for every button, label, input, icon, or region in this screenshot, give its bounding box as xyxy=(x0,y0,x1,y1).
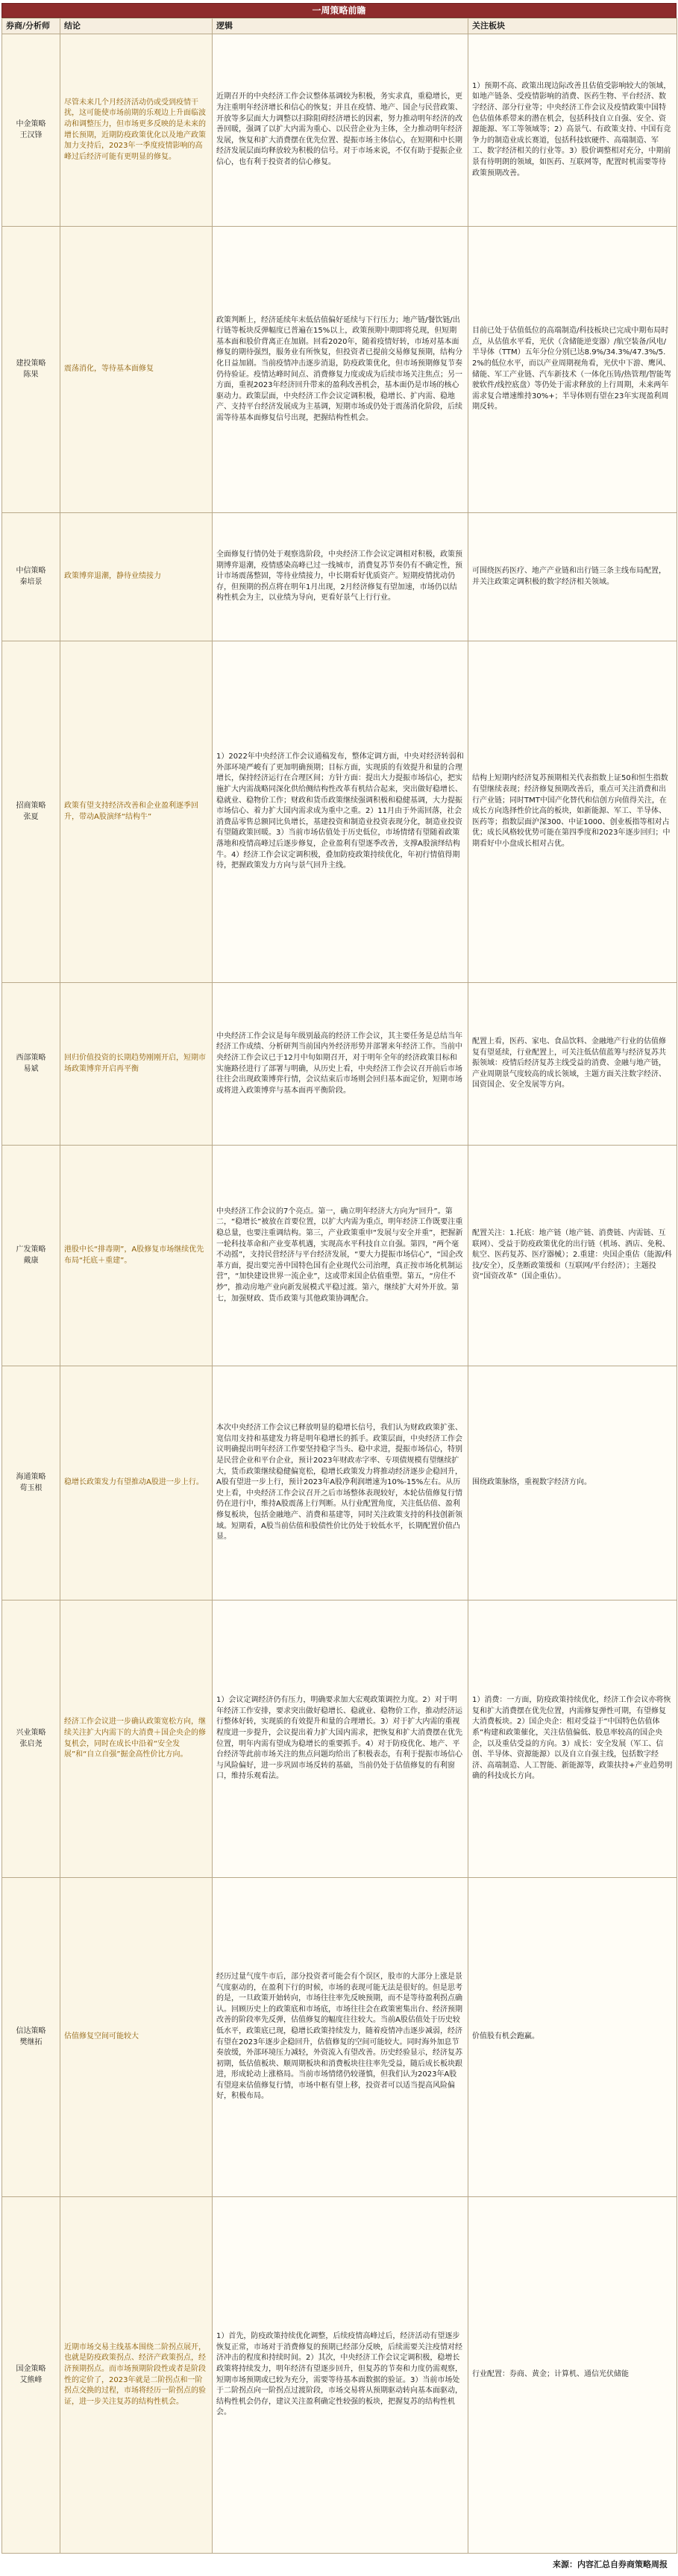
logic-cell xyxy=(213,2197,468,2554)
conclusion-cell xyxy=(60,1600,213,1878)
focus-cell xyxy=(468,513,677,641)
focus-text: 目前已处于估值低位的高端制造/科技板块已完成中期布局时点，从估值水平看，光伏（含储能逆变器）/航空装备/风电/半导体（TTM）五年分位分别已达8.9%/34.3%/47.3%/5.2%的低位水平，而以产业周期视角看，光伏中下游、鹰风、储能、军工产业链、汽车新技术（一体化压铸/热管理/智能驾驶软件/线控底盘）等仍处于需求释放的上行周期，未来两年需求复合增速维持30%+；半导体则有望在23年实现盈利周期反转。 xyxy=(472,327,671,412)
team-name: 国金策略 xyxy=(16,2364,46,2373)
logic-text: 1）首先，防疫政策持续优化调整，后续疫情高峰过后，经济活动有望逐步恢复正常，市场对于消费修复的预期已经部分反映，后续需要关注疫情对经济冲击的程度和持续时间。2）其次，中央经济工作会议定调积极，稳增长政策将持续发力，明年经济有望逐步回升，但复苏的节奏和力度仍需观察，短期市场预期或已较为充分，需要等待基本面数据的验证。3）当前市场处于二阶拐点向一阶拐点过渡阶段，市场交易将从预期驱动转向基本面驱动，结构性机会仍存，建议关注盈利确定性较强的板块，把握复苏的结构性机会。 xyxy=(216,2332,462,2417)
logic-text: 全面修复行情仍处于观察选阶段，中央经济工作会议定调相对积极，政策预期博弈退潮，疫情感染高峰已过一线城市，消费复苏节奏仍有不确定性，预计市场震荡整固，等待业绩接力，中长期看好优质资产。短期疫情扰动仍存，但预期的拐点将在明年1月出现，2月经济修复有望加速，市场仍以结构性机会为主，以业绩为导向，更看好景气上行行业。 xyxy=(216,550,462,603)
conclusion-cell xyxy=(60,1146,213,1366)
header-logic: 逻辑 xyxy=(213,19,468,34)
team-name: 兴业策略 xyxy=(16,1728,46,1737)
header-team: 券商/分析师 xyxy=(2,19,60,34)
logic-cell xyxy=(213,641,468,983)
table-row xyxy=(2,34,677,227)
team-name: 建投策略 xyxy=(16,359,46,368)
analyst-name: 樊继拓 xyxy=(19,2038,43,2046)
logic-cell xyxy=(213,1878,468,2197)
table-header-row xyxy=(2,19,677,34)
focus-text: 结构上短期内经济复苏预期相关代表指数上证50和恒生指数有望继续表现；经济修复预期改善后，重点可关注消费和出行产业链；同时TMT中国产化替代和信创方向值得关注，在成长方向选择性价比高的板块，如新能源、军工、半导体、医药等；指数层面沪深300、中证1000、创业板指等相对占优；成长风格较优势可能在第四季度和2023年逐步回归；中期看好中小盘成长相对占优。 xyxy=(472,774,671,848)
conclusion-cell xyxy=(60,1366,213,1600)
team-cell xyxy=(2,513,60,641)
table-row xyxy=(2,2197,677,2554)
logic-cell xyxy=(213,1600,468,1878)
team-name: 中信策略 xyxy=(16,566,46,575)
focus-text: 行业配置：券商、黄金；计算机、通信光伏储能 xyxy=(472,2370,629,2379)
logic-cell xyxy=(213,1146,468,1366)
conclusion-cell xyxy=(60,2197,213,2554)
logic-cell xyxy=(213,513,468,641)
conclusion-text: 稳增长政策发力有望推动A股进一步上行。 xyxy=(64,1478,204,1487)
logic-text: 政策判断上，经济延续年末低估值偏好延续与下行压力；地产链/餐饮链/出行链等板块反弹幅度已普遍在15%以上，政策预期中期即将兑现，但短期基本面和股价背离正在加剧。回看2020年，随着疫情好转，市场对基本面修复的期待强烈，服务业有所恢复，但投资者已提前交易修复预期，结构分化日益加剧。当前疫情冲击逐步消退，防疫政策优化，但市场预期修复节奏仍待验证。疫情达峰时间点、消费修复力度或成为后续市场关注焦点；另一方面，重视2023年经济回升带来的盈利改善机会，基本面仍是市场的核心驱动力。政策层面，中央经济工作会议定调积极，稳增长、扩内需、稳地产、支持平台经济发展成为主基调，短期市场或仍处于震荡消化阶段，后续需等待基本面修复信号出现，把握结构性机会。 xyxy=(216,315,462,422)
conclusion-cell xyxy=(60,983,213,1146)
focus-cell xyxy=(468,2197,677,2554)
source-note: 来源：内容汇总自券商策略周报 xyxy=(553,2560,668,2569)
team-name: 信达策略 xyxy=(16,2026,46,2035)
logic-text: 中央经济工作会议的7个亮点。第一，确立明年经济大方向为“回升”。第二，“稳增长”被放在首要位置，以扩大内需为重点，明年经济工作既要注重稳总量，也要注重调结构。第三，产业政策重申“发展与安全并重”，把握新一轮科技革命和产业变革机遇，实现高水平科技自立自强。第四，“两个毫不动摇”，支持民营经济与平台经济发展，“要大力提振市场信心”，“国企改革方面，提出要完善中国特色国有企业现代公司治理，真正按市场化机制运营”，“加快建设世界一流企业”，这或带来国企估值重塑。第五，“房住不炒”，推动房地产业向新发展模式平稳过渡。第六，继续扩大对外开放。第七，加强财政、货币政策与其他政策协调配合。 xyxy=(216,1207,463,1303)
conclusion-cell xyxy=(60,34,213,227)
analyst-name: 易斌 xyxy=(23,1064,39,1073)
team-name: 广发策略 xyxy=(16,1245,46,1254)
team-cell xyxy=(2,2197,60,2554)
team-name: 海通策略 xyxy=(16,1472,46,1481)
table-row xyxy=(2,1878,677,2197)
table-row xyxy=(2,1600,677,1878)
focus-text: 1）预期不高、政策出现边际改善且估值受影响较大的领域，如地产链条、受疫情影响的消费、医药生物、平台经济、数字经济、部分行业等；中央经济工作会议及疫情政策中国特色估值体系带来的潜在机会，包括科技自立自强、安全、资源能源、军工等领域等；2）高景气、有政策支持、中国有竞争力的制造业成长赛道，包括科技软硬件、高端制造、军工、数字经济相关的行业等。3）股价调整相对充分，中期前景有待明朗的领域，如医药、互联网等，配置时机需要等待政策预期改善。 xyxy=(472,81,671,178)
header-conclusion: 结论 xyxy=(60,19,213,34)
table-row xyxy=(2,641,677,983)
conclusion-text: 港股中长“排毒期”，A股修复市场继续优先布局“托底＋重建”。 xyxy=(64,1245,204,1265)
team-cell xyxy=(2,1878,60,2197)
conclusion-cell xyxy=(60,1878,213,2197)
focus-cell xyxy=(468,227,677,513)
focus-text: 可围绕医药医疗、地产产业链和出行链三条主线布局配置，并关注政策定调积极的数字经济相关领域。 xyxy=(472,566,666,586)
page-title: 一周策略前瞻 xyxy=(1,3,677,18)
team-cell xyxy=(2,983,60,1146)
strategy-table xyxy=(1,18,677,2554)
table-row xyxy=(2,1366,677,1600)
team-cell xyxy=(2,227,60,513)
conclusion-cell xyxy=(60,641,213,983)
focus-cell xyxy=(468,1600,677,1878)
logic-cell xyxy=(213,34,468,227)
focus-text: 配置关注：1.托底：地产链（地产链、消费链、内需链、互联网）、受益于防疫政策优化的出行链（机场、酒店、免税、航空、医药复苏、医疗器械）；2.重建：央国企重估（能源/科技/安全），反垄断政策缓和（互联网/平台经济）；主题投资“国资改革”（国企重估）。 xyxy=(472,1229,672,1281)
logic-cell xyxy=(213,983,468,1146)
conclusion-text: 近期市场交易主线基本围绕二阶拐点展开，也就是防疫政策拐点、经济产政策拐点，经济预期拐点。而市场预期阶段性或者是阶段性的定价了，2023年就是二阶拐点和一阶拐点交换的过程，市场将经历一阶拐点的验证，进一步关注复苏的结构性机会。 xyxy=(64,2343,206,2406)
logic-text: 1）2022年中央经济工作会议通稿发布，整体定调方面，中央对经济转弱和外部环境严峻有了更加明确预期；目标方面，实现质的有效提升和量的合理增长，保持经济运行在合理区间；方针方面：提出大力提振市场信心，把实施扩大内需战略同深化供给侧结构性改革有机结合起来，突出做好稳增长、稳就业、稳物价工作；财政和货币政策继续强调积极和稳健基调，大力提振市场信心、着力扩大国内需求成为重中之重。2）11月由于外需回落，社会消费品零售总额同比负增长，基建投资和制造业投资表现分化，制造业投资有望随政策回暖。3）当前市场估值处于历史低位，市场情绪有望随着政策落地和疫情高峰过后逐步修复，企业盈利有望逐季改善，支撑A股演绎结构牛。4）经济工作会议定调积极，叠加防疫政策持续优化，年初行情值得期待，把握政策发力方向与景气回升主线。 xyxy=(216,753,464,870)
focus-cell xyxy=(468,641,677,983)
logic-text: 中央经济工作会议是每年级别最高的经济工作会议，其主要任务是总结当年经济工作成绩、分析研判当前国内外经济形势并部署来年经济工作。当前中央经济工作会议已于12月中旬如期召开，对于明年全年的经济政策目标和实施路径进行了部署与明确，从历史上看，中央经济工作会议召开前后市场往往会出现政策博弈行情，会议结束后市场则会回归基本面定价，短期市场或将进入政策博弈与基本面再平衡阶段。 xyxy=(216,1031,462,1095)
conclusion-cell xyxy=(60,513,213,641)
focus-text: 配置上看，医药、家电、食品饮料、金融地产行业的估值修复有望延续，行业配置上，可关注低估值蓝筹与经济复苏共振领域：疫情后经济复苏主线受益的消费、金融与地产链，产业周期景气度较高的成长领域，主题方面关注数字经济、国资国企、安全发展等方向。 xyxy=(472,1037,666,1090)
conclusion-cell xyxy=(60,227,213,513)
conclusion-text: 震荡消化，等待基本面修复 xyxy=(64,365,154,374)
focus-cell xyxy=(468,34,677,227)
analyst-name: 戴康 xyxy=(23,1256,39,1265)
team-name: 招商策略 xyxy=(16,801,46,810)
analyst-name: 荀玉根 xyxy=(19,1483,43,1492)
logic-text: 本次中央经济工作会议已释放明显的稳增长信号，我们认为财政政策扩张、宽信用支持和基建发力将是明年稳增长的抓手。政策层面，中央经济工作会议明确提出明年经济工作要坚持稳字当头、稳中求进，提振市场信心，特别是民营企业和平台企业，预计2023年财政赤字率、专项债规模有望继续扩大，货币政策继续稳健偏宽松，稳增长政策发力将推动经济逐步企稳回升，A股有望进一步上行，预计2023年A股净利润增速为10%-15%左右。从历史上看，中央经济工作会议召开之后市场整体表现较好，本轮估值修复行情仍在进行中，维持A股震荡上行判断。从行业配置角度，关注低估值、盈利修复板块，包括金融地产、消费和基建等，同时关注政策支持的科技创新领域。短期看，A股当前估值和股债性价比仍处于较低水平，长期配置价值凸显。 xyxy=(216,1424,462,1542)
team-name: 中金策略 xyxy=(16,119,46,128)
conclusion-text: 回归价值投资的长期趋势刚刚开启，短期市场政策博弈开启再平衡 xyxy=(64,1053,206,1073)
analyst-name: 秦培景 xyxy=(19,577,43,586)
logic-text: 近期召开的中央经济工作会议整体基调较为积极，务实求真，重稳增长，更为注重明年经济增长和信心的恢复；并且在疫情、地产、国企与民营政策、开放等多层面大力调整以扫除阻碍经济增长的因素，努力推动明年经济的改善回暖，强调了以扩大内需为重心、以民营企业为主体，全力推动明年经济发展，恢复和扩大消费摆在优先位置、提振市场主体信心，在短期和中长期经济发展层面均释放较为积极的信号。对于市场来说，不仅有助于提振企业信心，也有利于投资者的信心修复。 xyxy=(216,92,462,166)
team-cell xyxy=(2,1366,60,1600)
team-cell xyxy=(2,641,60,983)
analyst-name: 艾熊峰 xyxy=(19,2375,43,2384)
table-row xyxy=(2,513,677,641)
focus-text: 1）消费：一方面，防疫政策持续优化，经济工作会议亦将恢复和扩大消费摆在优先位置，内需修复弹性可期，有望修复大消费板块。2）国企央企：相对受益于“中国特色估值体系”构建和政策催化，关注估值偏低、股息率较高的国企央企，以及重估受益的方向。3）成长：安全发展（军工、信创、半导体、资源能源）以及自立自强主线，包括数字经济、高端制造、人工智能、新能源等，政策扶持+产业趋势明确的科技成长方向。 xyxy=(472,1696,673,1781)
logic-text: 经历过量气度牛市后，部分投资者可能会有个误区，股市的大部分上涨是景气度驱动的，在盈利下行的时候，市场的表现可能无法是很好的。但是思考的是，一旦政策开始转向，市场往往率先反映预期，而不是等待盈利拐点确认。回顾历史上的政策底和市场底，市场往往会在政策密集出台、经济预期改善的阶段率先反弹，估值修复的幅度往往较大。当前A股估值处于历史较低水平，政策底已现，稳增长政策持续发力，随着疫情冲击逐步减弱，经济有望在2023年逐步企稳回升，估值修复的空间可能较大。同时海外加息节奏放缓，外部环境压力减轻，外资流入有望改善。历史经验显示，经济复苏初期，低估值板块、顺周期板块和消费板块往往率先受益，随后成长板块跟进，形成轮动上涨格局。当前市场情绪仍较谨慎，但我们认为2023年A股有望迎来估值修复行情，市场中枢有望上移，投资者可以适当提高风险偏好，积极布局。 xyxy=(216,1972,462,2101)
team-cell xyxy=(2,1600,60,1878)
team-cell xyxy=(2,34,60,227)
conclusion-text: 政策博弈退潮，静待业绩接力 xyxy=(64,572,161,581)
conclusion-text: 估值修复空间可能较大 xyxy=(64,2032,139,2041)
conclusion-text: 政策有望支持经济改善和企业盈利逐季回升，带动A股演绎“结构牛” xyxy=(64,801,198,821)
team-cell xyxy=(2,1146,60,1366)
logic-cell xyxy=(213,227,468,513)
conclusion-text: 尽管未来几个月经济活动仍或受到疫情干扰，这可能使市场前期的乐观边上升面临波动和调整压力，但市场更多反映的是未来的增长预期，近期防疫政策优化以及地产政策加力支持后，2023年一季度疫情影响的高峰过后经济可能有更明显的修复。 xyxy=(64,98,206,161)
header-focus: 关注板块 xyxy=(468,19,677,34)
team-name: 西部策略 xyxy=(16,1053,46,1062)
focus-text: 围绕政策脉络，重视数字经济方向。 xyxy=(472,1478,591,1487)
focus-cell xyxy=(468,983,677,1146)
focus-cell xyxy=(468,1366,677,1600)
focus-cell xyxy=(468,1878,677,2197)
logic-text: 1）会议定调经济仍有压力，明确要求加大宏观政策调控力度。2）对于明年经济工作安排，要求突出做好稳增长、稳就业、稳物价工作，推动经济运行整体好转，实现质的有效提升和量的合理增长。3）对于扩大内需的重视程度进一步提升，会议提出着力扩大国内需求，把恢复和扩大消费摆在优先位置，明年内需有望成为稳增长的重要抓手。4）对于防疫优化、地产、平台经济等此前市场关注的焦点问题均给出了积极表态，有利于提振市场信心与风险偏好，进一步巩固市场反转的基础，当前仍处于估值修复的有利窗口，维持乐观看法。 xyxy=(216,1696,462,1781)
logic-cell xyxy=(213,1366,468,1600)
focus-text: 价值股有机会跑赢。 xyxy=(472,2032,539,2041)
analyst-name: 张启尧 xyxy=(19,1739,43,1748)
analyst-name: 陈果 xyxy=(23,370,39,379)
focus-cell xyxy=(468,1146,677,1366)
analyst-name: 张夏 xyxy=(23,812,39,821)
table-row xyxy=(2,983,677,1146)
conclusion-text: 经济工作会议进一步确认政策宽松方向，继续关注扩大内需下的大消费＋国企央企的修复机会，同时在成长中沿着“安全发展”和“自立自强”掘金高性价比方向。 xyxy=(64,1718,206,1759)
analyst-name: 王汉锋 xyxy=(19,131,43,139)
table-row xyxy=(2,227,677,513)
table-row xyxy=(2,1146,677,1366)
